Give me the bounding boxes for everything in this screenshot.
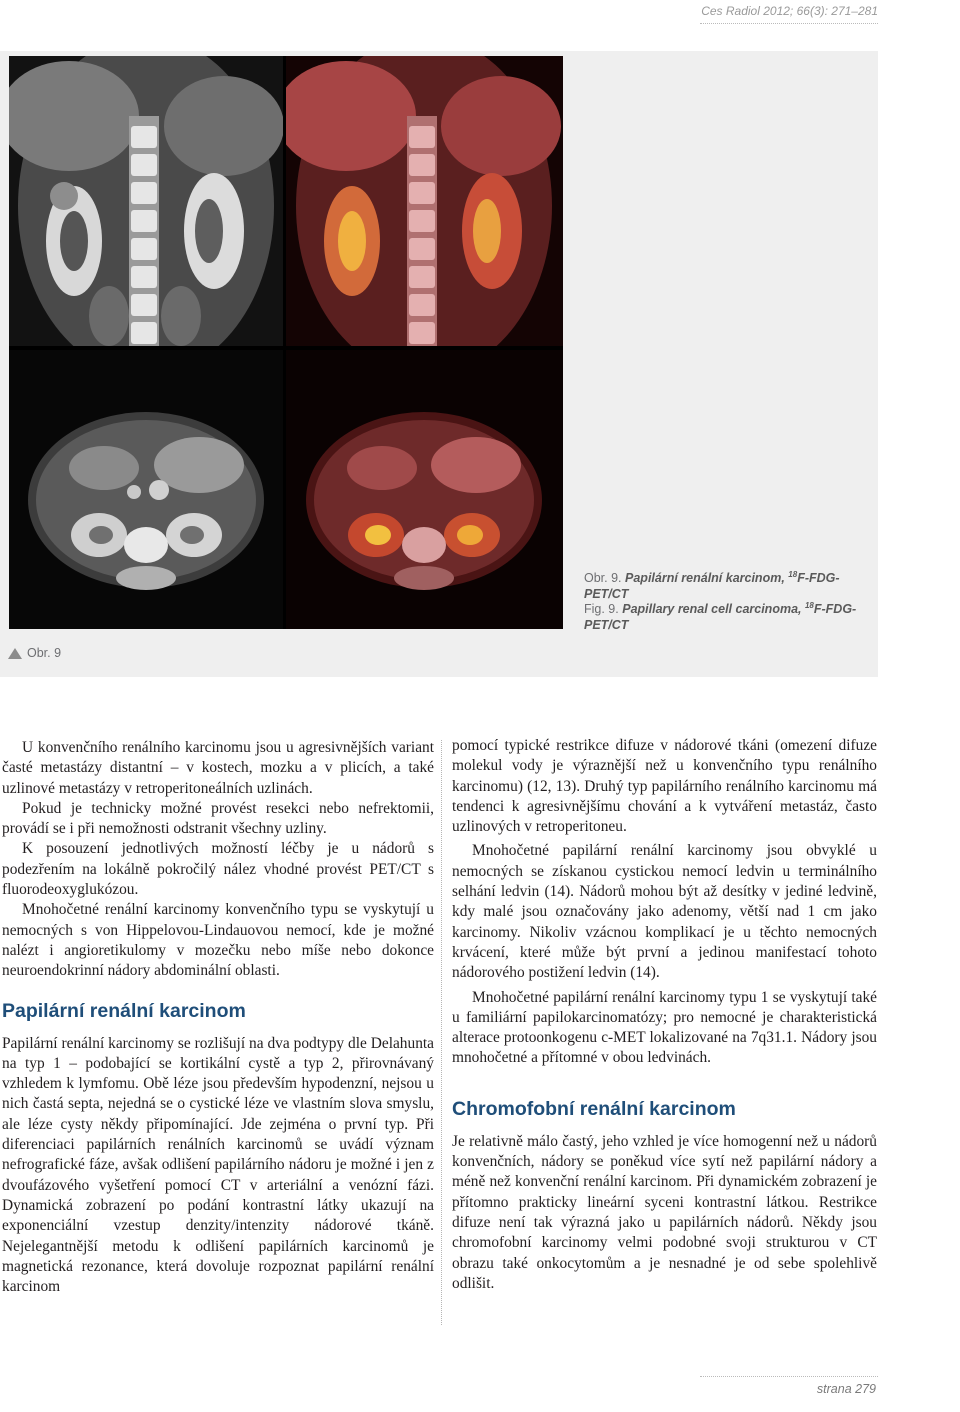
- figure-marker: [8, 646, 61, 660]
- figure-marker-label: Obr. 9: [27, 646, 62, 660]
- paragraph: Pokud je technicky možné provést resekci nebo nefrektomii, provádí se i při nemožnosti odstranit všechny uzliny.: [2, 799, 434, 838]
- page-number: strana 279: [816, 1382, 876, 1396]
- header-divider: [700, 23, 878, 24]
- paragraph: Mnohočetné papilární renální karcinomy jsou obvyklé u nemocných se získanou cystickou nemocí ledvin u terminálního selhání ledvin (14). Nádorů mohou být až desítky v jediné ledvině, kdy malé jsou označovány jako adenomy, větší nad 1 cm jako karcinomy. Nikoliv vzácnou komplikací je u těchto nemocných krvácení, které může být první a jedinou manifestací tohoto nádorového postižení ledvin (14).: [452, 842, 877, 982]
- journal-citation: Ces Radiol 2012; 66(3): 271–281: [701, 4, 878, 18]
- figure-9: [0, 51, 878, 677]
- caption-czech: Obr. 9. Papilární renální karcinom, $^{18}$F-FDG-PET/CT: [584, 569, 840, 601]
- paragraph: Mnohočetné renální karcinomy konvenčního typu se vyskytují u nemocných s von Hippelovou-Lindauovou nemocí, kde je možné nalézt i angioretikulomy v mozečku nebo míše nebo dokonce neuroendokrinní nádory abdominální oblasti.: [2, 901, 434, 980]
- section-heading-chromophobe: Chromofobní renální karcinom: [452, 1097, 736, 1120]
- section-heading-papillary: Papilární renální karcinom: [2, 999, 246, 1022]
- left-text-column: [2, 738, 434, 1297]
- paragraph: Papilární renální karcinomy se rozlišují na dva podtypy dle Delahunta na typ 1 – podobající se kortikální cystě a typ 2, přirovnávaný vzhledem k lymfomu. Obě léze jsou především hypodenzní, nejsou u nich častá septa, nejedná se o cystické léze ve vlastním slova smyslu, ale léze cysty někdy připomínající. Jde zejména o první typ. Při diferenciaci papilárních renálních karcinomů se uvádí význam nefrografické fáze, avšak odlišení papilárního nádoru je možné i jen z dvoufázového vyšetření pomocí CT v arteriální a venózní fázi. Dynamická zobrazení po podání kontrastní látky ukazují na exponenciální vzestup denzity/intenzity nádorové tkáně. Nejelegantnější metodu k odlišení papilárních karcinomů je magnetická rezonance, která dovoluje rozpoznat papilární renální karcinom: [2, 1034, 434, 1296]
- paragraph: pomocí typické restrikce difuze v nádorové tkáni (omezení difuze molekul vody je výraznější než u konvenčního typu renálního karcinomu) (12, 13). Druhý typ papilárního renálního karcinomu má tendenci k agresivnějšímu chování a k vytváření metastáz, často uzlinových v retroperitoneu.: [452, 737, 877, 836]
- right-text-column: [452, 736, 877, 1294]
- column-divider: [441, 740, 442, 1325]
- figure-image-grid: [9, 56, 563, 629]
- triangle-up-icon: [8, 648, 22, 659]
- paragraph: K posouzení jednotlivých možností léčby je u nádorů s podezřením na lokálně pokročilý nález vhodné provést PET/CT s fluorodeoxyglukózou.: [2, 840, 434, 899]
- caption-english: Fig. 9. Papillary renal cell carcinoma, $^{18}$F-FDG-PET/CT: [584, 600, 857, 632]
- coronal-ct-image: [9, 56, 283, 346]
- axial-ct-image: [9, 350, 283, 629]
- paragraph: Mnohočetné papilární renální karcinomy typu 1 se vyskytují také u familiární papilokarcinomatózy; pro nemocné je charakteristická alterace protoonkogenu c-MET lokalizované na 7q31.1. Nádory jsou mnohočetné a přítomné v obou ledvinách.: [452, 988, 877, 1067]
- paragraph: Je relativně málo častý, jeho vzhled je více homogenní než u nádorů konvenčních, nádory se poněkud více sytí než papilární nádory a méně než konvenční renální karcinom. Při dynamickém zobrazení je přítomno prakticky lineární syceni kontrastní látkou. Restrikce difuze není tak výrazná jako u papilárních nádorů. Někdy jsou chromofobní karcinomy velmi podobné svoji strukturou v CT obrazu také onkocytomům a je nesnadné je od sebe spolehlivě odlišit.: [452, 1132, 877, 1292]
- coronal-pet-ct-image: [286, 56, 563, 346]
- axial-pet-ct-image: [286, 350, 563, 629]
- paragraph: U konvenčního renálního karcinomu jsou u agresivnějších variant časté metastázy distantní – v kostech, mozku a v plicích, a také uzlinové metastázy v retroperitoneálních uzlinách.: [2, 739, 434, 797]
- figure-caption: [584, 571, 876, 633]
- footer-divider: [700, 1376, 878, 1377]
